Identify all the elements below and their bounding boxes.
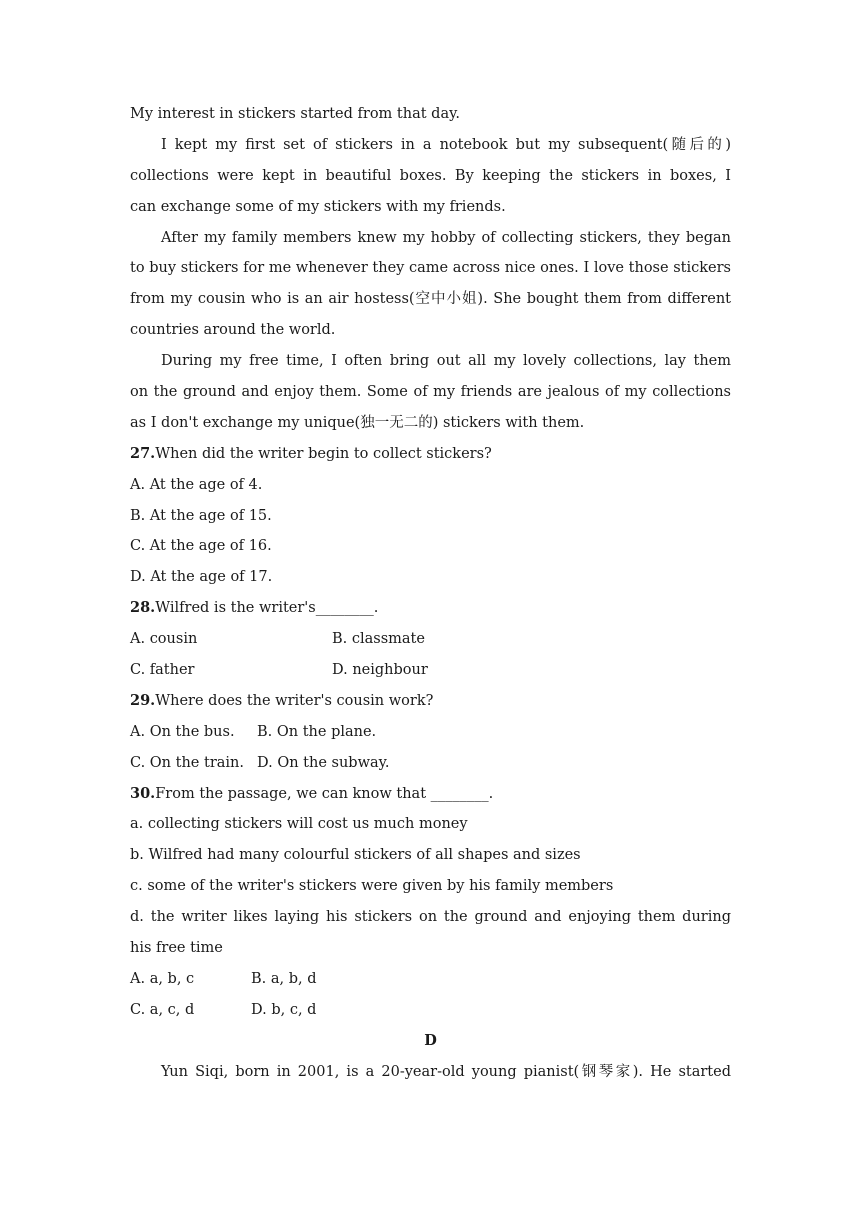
option-c: C. a, c, d <box>130 1001 195 1018</box>
document-page <box>130 99 731 1088</box>
question-text: From the passage, we can know that ________. <box>155 785 494 802</box>
paragraph-line: as I don't exchange my unique(独一无二的) stickers with them. <box>130 414 585 431</box>
option-row <box>130 624 731 655</box>
option-a: A. On the bus. <box>130 723 235 740</box>
option-a: A. At the age of 4. <box>130 476 263 493</box>
question-text: Where does the writer's cousin work? <box>155 692 434 709</box>
paragraph-line: to buy stickers for me whenever they came across nice ones. I love those stickers <box>130 260 731 277</box>
question-number: 29. <box>130 691 156 709</box>
paragraph-line: During my free time, I often bring out all my lovely collections, lay them <box>161 353 731 370</box>
option-row <box>130 655 731 686</box>
option-row <box>130 717 731 748</box>
paragraph-line: can exchange some of my stickers with my friends. <box>130 198 506 215</box>
question-30 <box>130 779 731 810</box>
paragraph-line: on the ground and enjoy them. Some of my friends are jealous of my collections <box>130 384 731 401</box>
paragraph-line: Yun Siqi, born in 2001, is a 20-year-old young pianist(钢琴家). He started <box>161 1063 731 1080</box>
option-b: B. At the age of 15. <box>130 507 272 524</box>
option-b: B. On the plane. <box>257 723 377 740</box>
option-d: D. b, c, d <box>251 1001 317 1018</box>
statement-c: c. some of the writer's stickers were given by his family members <box>130 878 614 895</box>
option-b: B. classmate <box>332 631 425 648</box>
option-c: C. At the age of 16. <box>130 538 272 555</box>
statement-a: a. collecting stickers will cost us much money <box>130 816 468 833</box>
paragraph-line: I kept my first set of stickers in a notebook but my subsequent(随后的) <box>161 136 731 153</box>
paragraph-line: countries around the world. <box>130 322 336 339</box>
option-b: B. a, b, d <box>251 970 317 987</box>
option-c: C. On the train. <box>130 754 244 771</box>
question-number: 27. <box>130 444 156 462</box>
section-heading: D <box>424 1031 437 1049</box>
option-d: D. On the subway. <box>257 754 390 771</box>
option-d: D. At the age of 17. <box>130 569 273 586</box>
question-text: Wilfred is the writer's________. <box>155 600 379 617</box>
option-a: A. cousin <box>130 631 198 648</box>
statement-d: d. the writer likes laying his stickers on the ground and enjoying them during <box>130 909 731 926</box>
paragraph-line: My interest in stickers started from that day. <box>130 106 460 122</box>
paragraph-line: After my family members knew my hobby of collecting stickers, they began <box>161 229 731 246</box>
question-27 <box>130 439 731 470</box>
option-c: C. father <box>130 662 195 679</box>
option-row <box>130 748 731 779</box>
option-d: D. neighbour <box>332 662 428 679</box>
question-number: 28. <box>130 599 156 617</box>
statement-b: b. Wilfred had many colourful stickers of all shapes and sizes <box>130 847 581 864</box>
option-row <box>130 995 731 1026</box>
question-number: 30. <box>130 784 156 802</box>
option-a: A. a, b, c <box>130 970 195 987</box>
statement-d-continued: his free time <box>130 940 223 957</box>
question-text: When did the writer begin to collect stickers? <box>155 445 492 462</box>
question-28 <box>130 593 731 624</box>
paragraph-line: from my cousin who is an air hostess(空中小姐). She bought them from different <box>130 291 731 308</box>
option-row <box>130 964 731 995</box>
paragraph-line: collections were kept in beautiful boxes. By keeping the stickers in boxes, I <box>130 167 731 184</box>
question-29 <box>130 686 731 717</box>
